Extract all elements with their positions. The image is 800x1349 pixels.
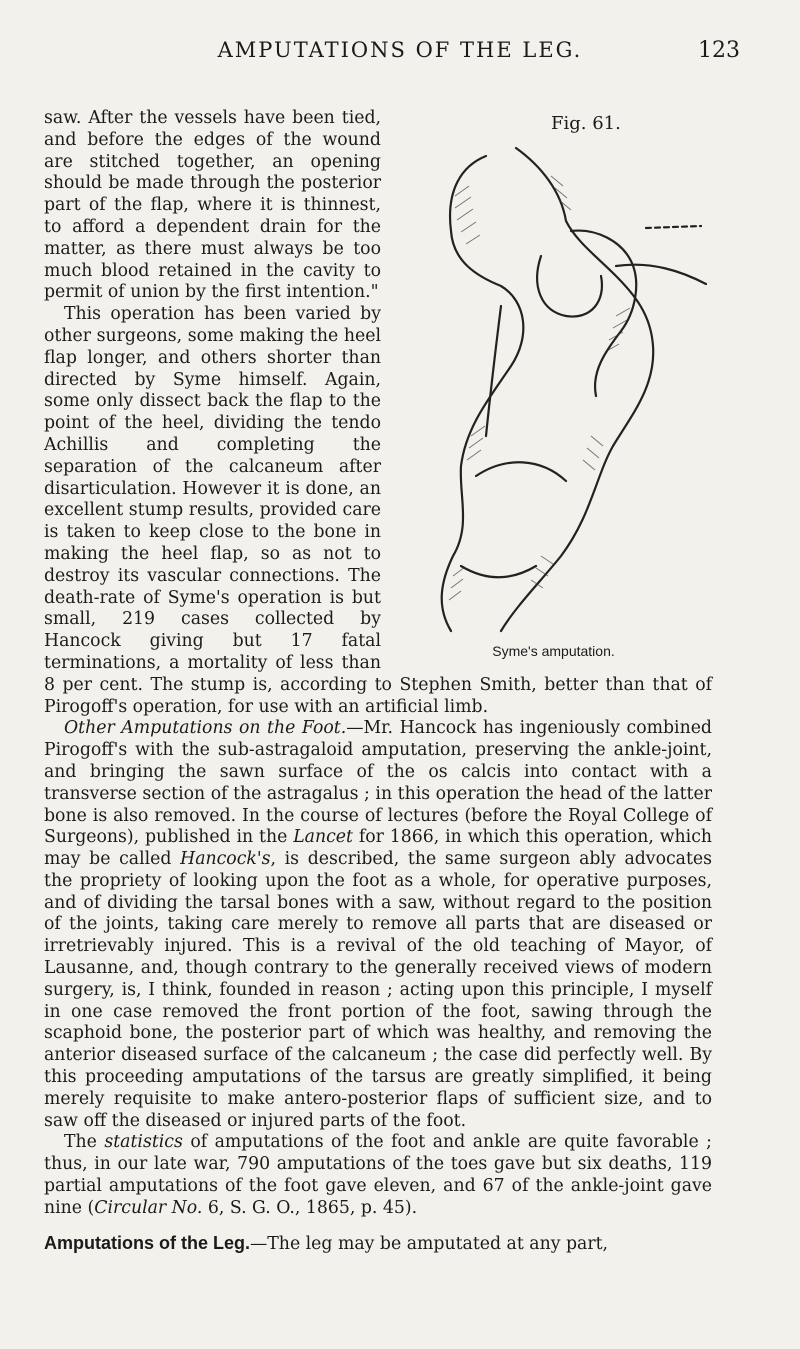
section-heading-other-amputations: Other Amputations on the Foot. xyxy=(64,718,347,739)
paragraph-4-lead: The xyxy=(64,1132,105,1153)
syme-amputation-illustration xyxy=(391,136,716,636)
section-heading-amputations-leg: Amputations of the Leg. xyxy=(44,1232,250,1253)
lancet-title: Lancet xyxy=(293,827,353,848)
bone-section xyxy=(537,256,602,317)
statistics-term: statistics xyxy=(104,1132,183,1153)
paragraph-3-part-a: —Mr. Hancock has ingeniously combined Pirogoff's with the sub-astragaloid amputation, preserving the ankle-joint, and bringing the sawn surface of the os calcis into contact with a transverse section of the astragalus ; in this operation the head of the latter bone is also removed. In the course of lectures (before the Royal College of Surgeons), published in the xyxy=(44,718,712,848)
paragraph-3-part-b: for 1866, in which this operation, which may be called xyxy=(44,827,712,870)
body-text xyxy=(44,108,712,1255)
running-title: AMPUTATIONS OF THE LEG. xyxy=(217,38,583,62)
figure-61 xyxy=(391,108,716,668)
lower-contour xyxy=(476,462,566,481)
paragraph-4-part-b: 6, S. G. O., 1865, p. 45). xyxy=(202,1197,418,1218)
page-number: 123 xyxy=(698,38,740,63)
running-head xyxy=(0,38,800,78)
leg-outline-left xyxy=(442,156,524,631)
paragraph-5 xyxy=(44,1233,712,1256)
figure-caption: Syme's amputation. xyxy=(492,643,615,659)
paragraph-3-part-c: , is described, the same surgeon ably advocates the propriety of looking upon the foot as a whole, for operative purposes, and of dividing the tarsal bones with a saw, without regard to the position of the joints, taking care merely to remove all parts that are diseased or irretrievably injured. This is a revival of the old teaching of Mayor, of Lausanne, and, though contrary to the generally received views of modern surgery, is, I think, founded in reason ; acting upon this principle, I myself in one case removed the front portion of the foot, sawing through the scaphoid bone, the posterior part of which was healthy, and removing the anterior diseased surface of the calcaneum ; the case did perfectly well. By this proceeding amputations of the tarsus are greatly simplified, it being merely requisite to make antero-posterior flaps of sufficient size, and to saw off the diseased or injured parts of the foot. xyxy=(44,849,712,1131)
stump-end xyxy=(461,566,536,577)
hatching xyxy=(449,176,630,600)
tendon-line xyxy=(486,306,501,436)
heel-flap xyxy=(571,231,636,396)
paragraph-5-text: —The leg may be amputated at any part, xyxy=(250,1233,609,1254)
hancocks-term: Hancock's xyxy=(180,849,271,870)
paragraph-4-part-a: of amputations of the foot and ankle are quite favorable ; thus, in our late war, 790 amputations of the toes gave but six deaths, 119 partial amputations of the foot gave eleven, and 67 of the ankle-joint gave nine ( xyxy=(44,1132,712,1218)
flap-edge xyxy=(616,265,706,284)
leg-outline-right xyxy=(501,148,653,631)
paragraph-4 xyxy=(44,1132,712,1219)
paragraph-1: saw. After the vessels have been tied, and before the edges of the wound are stitched together, an opening should be made through the posterior part of the flap, where it is thinnest, to afford a dependent drain for the matter, as there must always be too much blood retained in the cavity to permit of union by the first intention." xyxy=(44,108,381,303)
paragraph-3 xyxy=(44,718,712,1132)
paragraph-2: This operation has been varied by other surgeons, some making the heel flap longer, and others shorter than directed by Syme himself. Again, some only dissect back the flap to the point of the heel, dividing the tendo Achillis and completing the separation of the calcaneum after disarticulation. However it is done, an excellent stump results, provided care is taken to keep close to the bone in making the heel flap, so as not to destroy its vascular connections. The death-rate of Syme's operation is but small, 219 cases collected by Hancock giving but 17 fatal terminations, a mortality of less than 8 per cent. The stump is, according to Stephen Smith, better than that of Pirogoff's operation, for use with an artificial limb. xyxy=(44,304,712,717)
incision-line xyxy=(646,226,701,228)
circular-reference: Circular No. xyxy=(94,1197,203,1218)
figure-label: Fig. 61. xyxy=(551,113,621,134)
